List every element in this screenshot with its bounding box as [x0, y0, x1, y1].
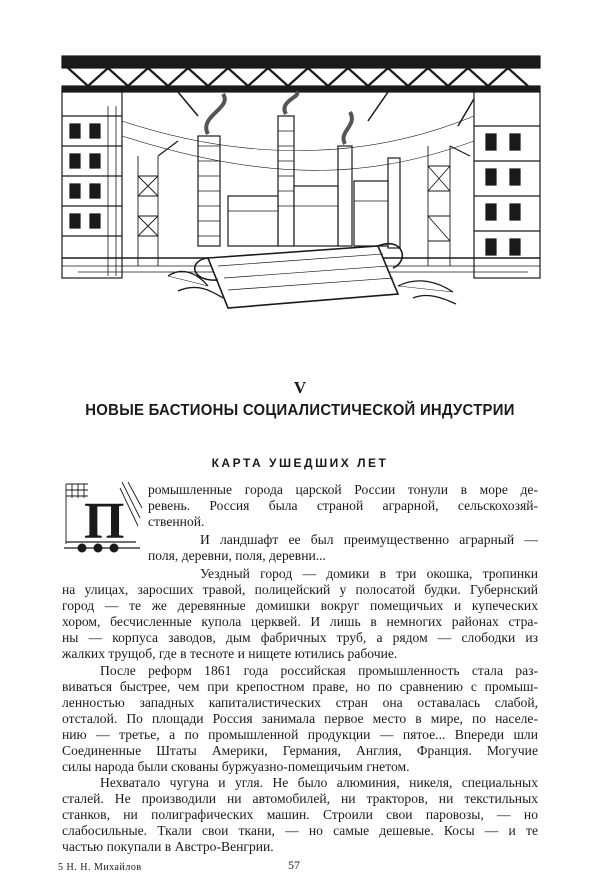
dropcap-initial — [62, 478, 144, 556]
body-line-1: ромышленные города царской России тонули в море де- — [148, 482, 538, 497]
page-number: 57 — [288, 858, 300, 872]
illustration-drawing — [58, 46, 544, 314]
body-line-10: ны — корпуса заводов, дым фабричных труб, а рядом — слободки из — [62, 630, 538, 645]
footer-signature: 5 Н. Н. Михайлов — [58, 862, 142, 873]
body-line-15: отсталой. По площади Россия занимала первое место в мире, по населе- — [62, 711, 538, 726]
body-line-21: станков, ни полиграфических машин. Строили свои паровозы, — но — [62, 807, 538, 822]
body-line-7: на улицах, заросших травой, полицейский у полосатой будки. Губернский — [62, 582, 538, 597]
body-line-17: Соединенные Штаты Америки, Германия, Англия, Франция. Могучие — [62, 743, 538, 758]
body-line-3: ственной. — [148, 514, 205, 529]
body-line-16: нию — третье, а по промышленной продукции — пятое... Впереди шли — [62, 727, 538, 742]
body-line-12: После реформ 1861 года российская промышленность стала раз- — [100, 663, 538, 678]
body-line-13: виваться быстрее, чем при крепостном праве, но по сравнению с промыш- — [62, 679, 538, 694]
decorated-initial-letter-icon — [62, 478, 144, 556]
body-line-20: сталей. Не производили ни автомобилей, ни тракторов, ни текстильных — [62, 791, 538, 806]
body-line-18: силы народа были скованы буржуазно-помещичьим гнетом. — [62, 759, 410, 774]
body-line-23: частью покупали в Австро-Венгрии. — [62, 839, 274, 854]
body-line-22: слабосильные. Ткали свои ткани, — но самые дешевые. Косы — и те — [62, 823, 538, 838]
chapter-title: НОВЫЕ БАСТИОНЫ СОЦИАЛИСТИЧЕСКОЙ ИНДУСТРИИ — [85, 402, 515, 419]
body-line-19: Нехватало чугуна и угля. Не было алюминия, никеля, специальных — [100, 775, 538, 790]
dropcap-letter: П — [84, 493, 125, 550]
body-line-5: поля, деревни, поля, деревни... — [148, 548, 326, 563]
body-line-4: И ландшафт ее был преимущественно аграрный — — [200, 532, 538, 547]
body-line-9: хором, бесчисленные купола церквей. И лишь в немногих районах стра- — [62, 614, 538, 629]
section-title: КАРТА УШЕДШИХ ЛЕТ — [211, 456, 389, 470]
body-line-8: город — те же деревянные домишки вокруг помещичьих и купеческих — [62, 598, 538, 613]
body-line-2: ревень. Россия была страной аграрной, сельскохозяй- — [148, 498, 538, 513]
industrial-landscape-illustration — [58, 46, 544, 314]
body-line-11: жалких трущоб, где в тесноте и нищете ютились рабочие. — [62, 646, 398, 661]
chapter-number: V — [293, 378, 307, 397]
body-line-14: ленностью западных капиталистических стран она оставалась слабой, — [62, 695, 538, 710]
body-line-6: Уездный город — домики в три окошка, тропинки — [200, 566, 538, 581]
